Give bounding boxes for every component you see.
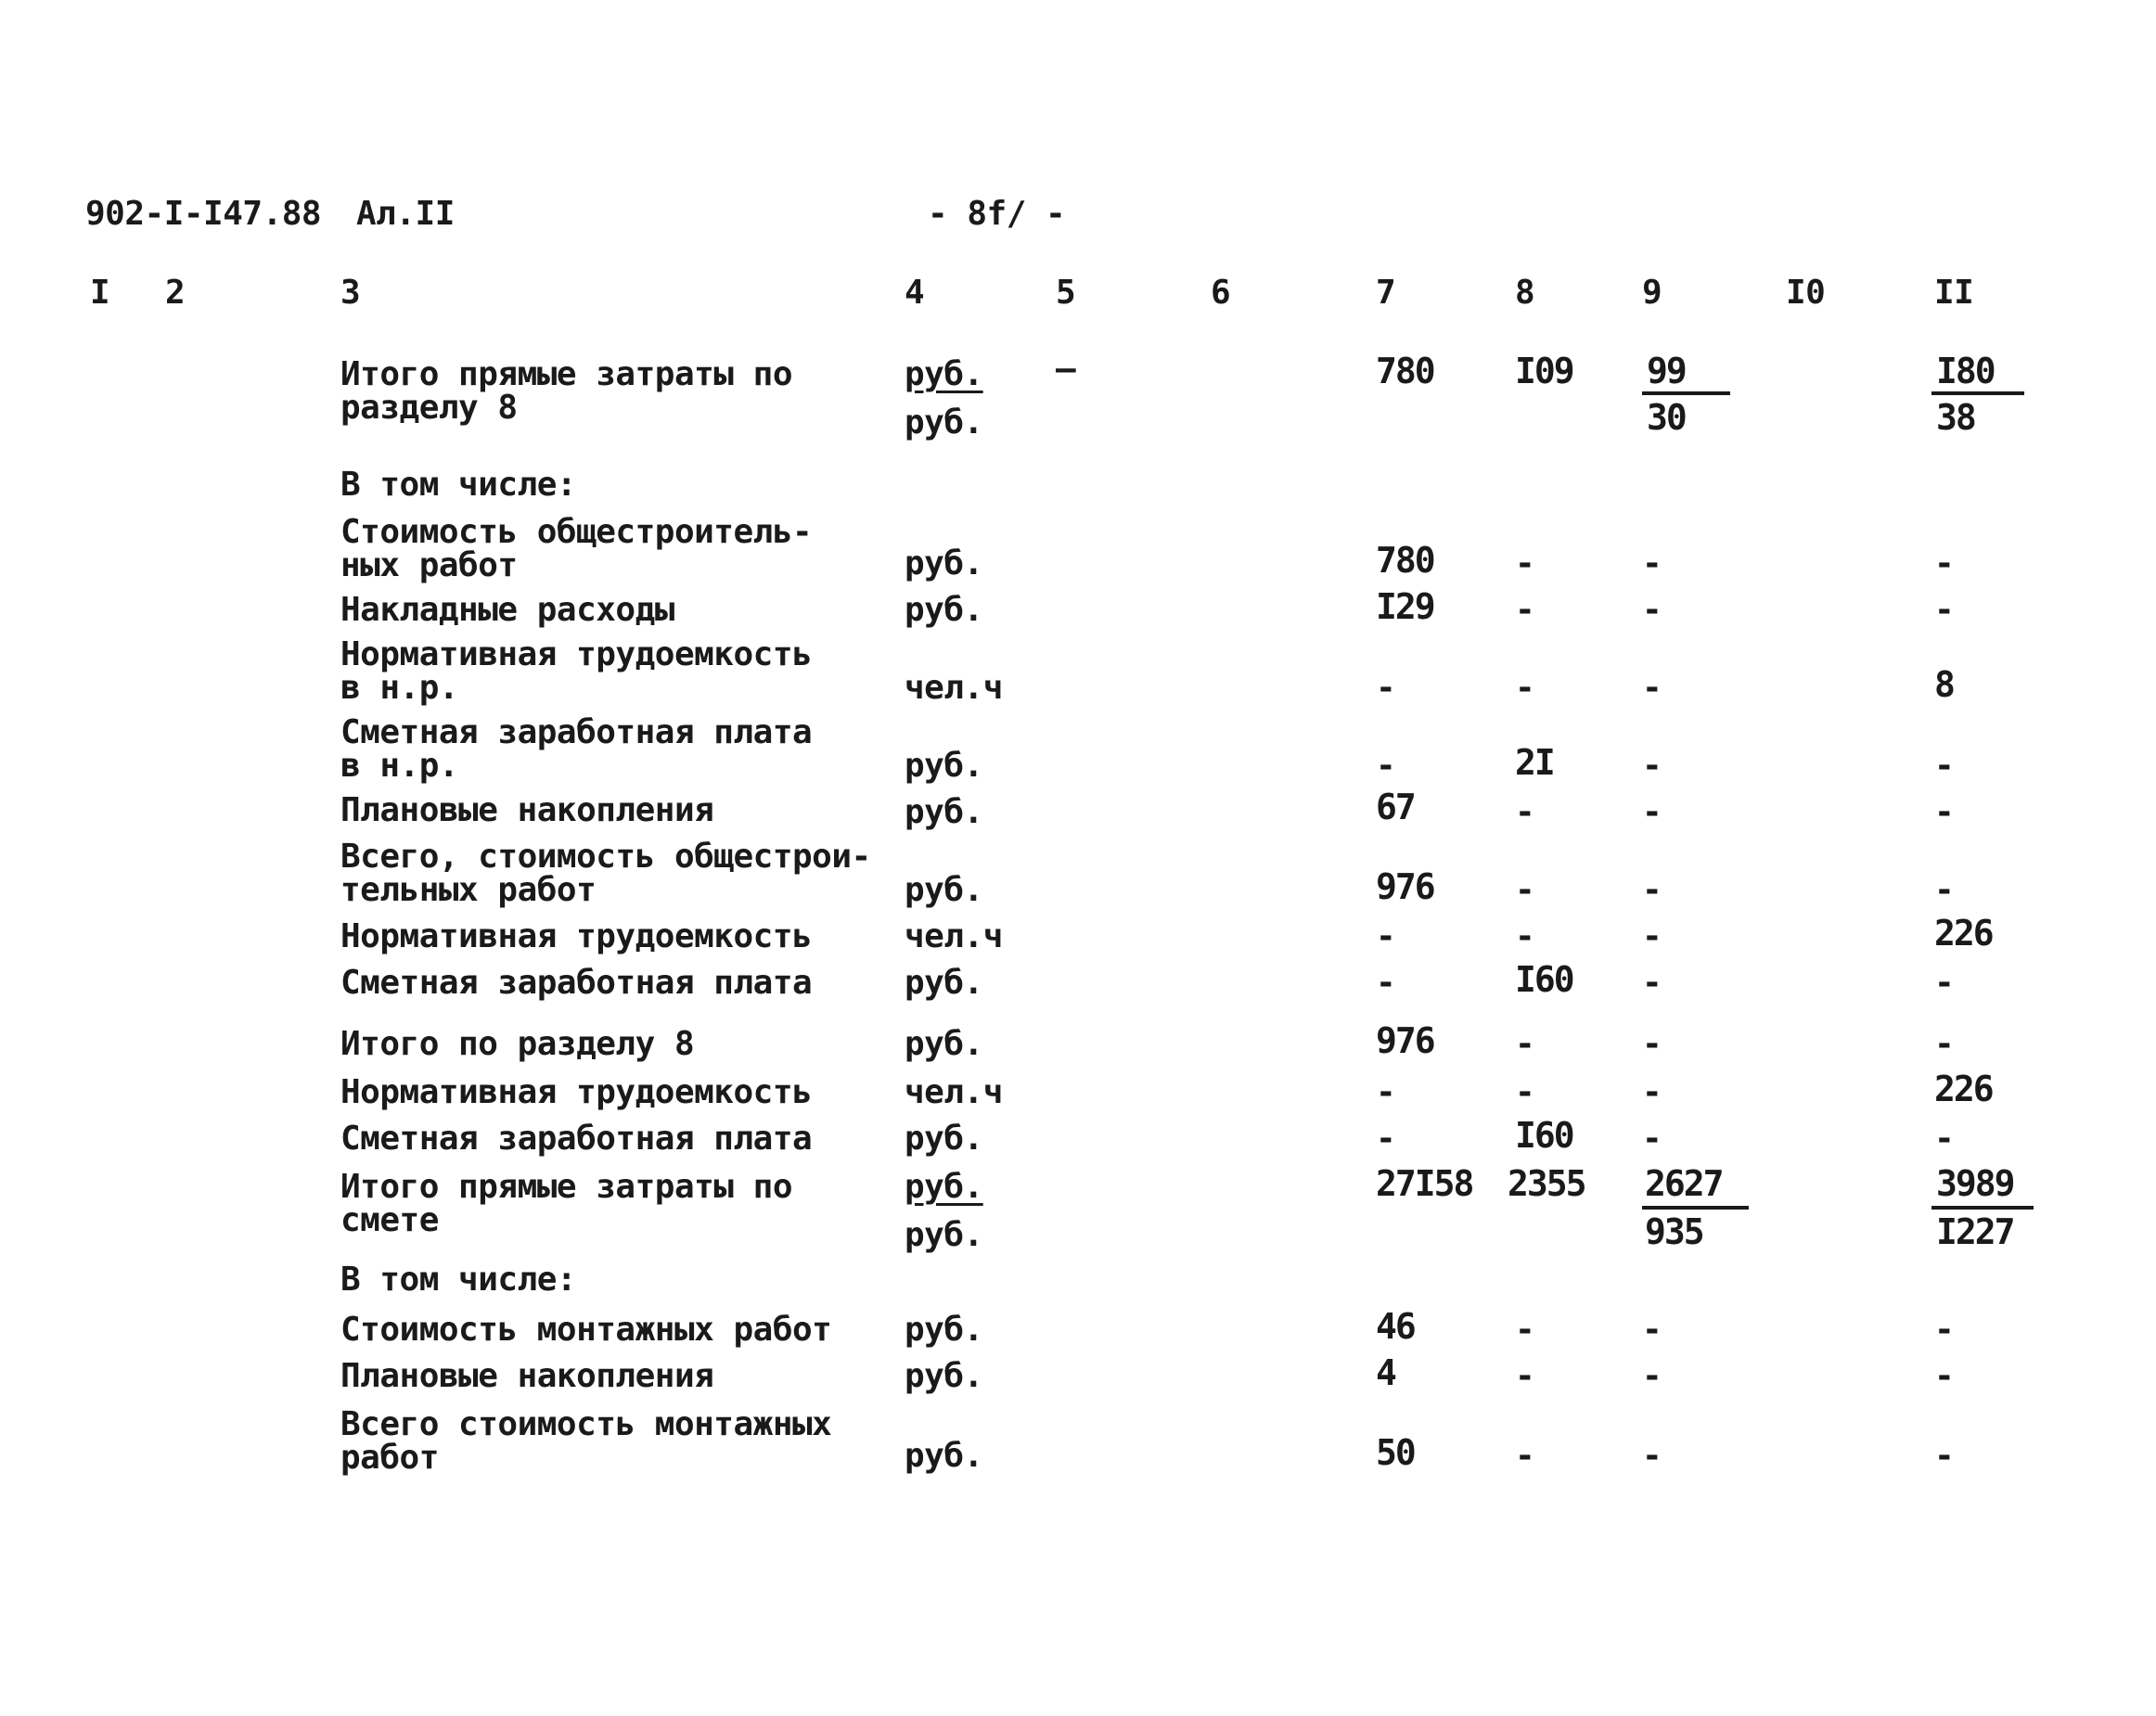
col8-value: - [1515, 1311, 1535, 1349]
row-description: Сметная заработная плата [340, 1120, 813, 1158]
row-unit: руб. [905, 591, 983, 629]
col7-value: 46 [1376, 1306, 1415, 1347]
row-unit: руб. [905, 1311, 983, 1349]
row-unit: руб. [905, 871, 983, 909]
col-header-7: 7 [1376, 274, 1396, 312]
col9-denominator: 935 [1645, 1211, 1703, 1252]
col11-value: - [1934, 964, 1955, 1002]
col8-value: 2I [1515, 742, 1554, 783]
row-description: В том числе: [340, 1261, 577, 1299]
col11-value: - [1934, 871, 1955, 909]
col9-value: - [1642, 871, 1662, 909]
col7-value: I29 [1376, 586, 1434, 627]
col11-denominator: 38 [1936, 397, 1975, 438]
col11-value: 226 [1934, 1069, 1993, 1109]
row-description: Всего стоимость монтажных работ [340, 1405, 832, 1477]
row-description: Итого прямые затраты по разделу 8 [340, 355, 792, 427]
col9-value: - [1642, 917, 1662, 955]
col-header-9: 9 [1642, 274, 1662, 312]
col7-value: 27I58 [1376, 1163, 1473, 1204]
col7-value: 50 [1376, 1432, 1415, 1473]
row-unit-bottom: руб. [905, 403, 983, 442]
col11-fraction-line [1931, 1206, 2034, 1210]
col8-value: - [1515, 871, 1535, 909]
row-description: Плановые накопления [340, 1357, 714, 1395]
col8-value: 2355 [1508, 1163, 1585, 1204]
row-description: Итого прямые затраты по смете [340, 1168, 792, 1239]
col11-fraction-line [1931, 391, 2024, 395]
row-description: Нормативная трудоемкость [340, 1073, 813, 1111]
row-unit: руб. [905, 747, 983, 785]
col8-value: - [1515, 1357, 1535, 1395]
col9-value: - [1642, 1437, 1662, 1475]
row-unit: руб. [905, 1357, 983, 1395]
sheet-label: Ал.II [356, 195, 455, 233]
col9-numerator: 99 [1647, 351, 1686, 391]
col8-value: - [1515, 793, 1535, 831]
row-unit: руб. [905, 1120, 983, 1158]
col9-value: - [1642, 1311, 1662, 1349]
col9-value: - [1642, 747, 1662, 785]
col9-value: - [1642, 591, 1662, 629]
col9-value: - [1642, 964, 1662, 1002]
col7-value: - [1376, 964, 1396, 1002]
col-header-3: 3 [340, 274, 361, 312]
col8-value: - [1515, 917, 1535, 955]
col8-value: - [1515, 1025, 1535, 1063]
row-unit: чел.ч [905, 669, 1003, 707]
col11-value: - [1934, 747, 1955, 785]
col-header-6: 6 [1211, 274, 1231, 312]
col9-value: - [1642, 793, 1662, 831]
col-header-1: I [90, 274, 110, 312]
row-description: Сметная заработная плата в н.р. [340, 713, 813, 785]
col11-value: - [1934, 544, 1955, 583]
row-description: Стоимость общестроитель- ных работ [340, 513, 813, 584]
col8-value: - [1515, 544, 1535, 583]
col9-numerator: 2627 [1645, 1163, 1723, 1204]
col11-value: - [1934, 1311, 1955, 1349]
col8-value: I09 [1515, 351, 1573, 391]
col-header-11: II [1934, 274, 1974, 312]
col-header-2: 2 [165, 274, 186, 312]
row-unit: руб. [905, 964, 983, 1002]
col11-value: - [1934, 1025, 1955, 1063]
col7-value: - [1376, 669, 1396, 707]
col-header-4: 4 [905, 274, 925, 312]
row-description: Нормативная трудоемкость в н.р. [340, 635, 813, 707]
col11-value: - [1934, 793, 1955, 831]
col7-value: - [1376, 1073, 1396, 1111]
col-header-8: 8 [1515, 274, 1535, 312]
col9-value: - [1642, 1025, 1662, 1063]
row-unit-bottom: руб. [905, 1216, 983, 1254]
col11-numerator: 3989 [1936, 1163, 2014, 1204]
row-description: В том числе: [340, 466, 577, 504]
col7-value: - [1376, 747, 1396, 785]
col7-value: 976 [1376, 1020, 1434, 1061]
col8-value: - [1515, 1073, 1535, 1111]
col9-value: - [1642, 1073, 1662, 1111]
col9-value: - [1642, 669, 1662, 707]
row-description: Нормативная трудоемкость [340, 917, 813, 955]
col7-value: 4 [1376, 1352, 1395, 1393]
col11-value: - [1934, 1357, 1955, 1395]
col9-value: - [1642, 1357, 1662, 1395]
col-header-10: I0 [1786, 274, 1826, 312]
col11-value: - [1934, 1437, 1955, 1475]
col11-numerator: I80 [1936, 351, 1995, 391]
col7-value: 976 [1376, 866, 1434, 907]
col11-value: - [1934, 591, 1955, 629]
col11-denominator: I227 [1936, 1211, 2014, 1252]
col8-value: I60 [1515, 959, 1573, 1000]
col9-value: - [1642, 544, 1662, 583]
col11-value: 226 [1934, 913, 1993, 954]
row-unit-top: руб. [905, 355, 983, 393]
row-unit: чел.ч [905, 917, 1003, 955]
row-unit: руб. [905, 544, 983, 583]
col9-fraction-line [1642, 1206, 1749, 1210]
row-unit-top: руб. [905, 1168, 983, 1206]
col8-value: - [1515, 1437, 1535, 1475]
doc-code: 902-I-I47.88 [85, 195, 322, 233]
col7-value: 67 [1376, 787, 1415, 827]
col9-denominator: 30 [1647, 397, 1686, 438]
row-description: Всего, стоимость общестрои- тельных работ [340, 838, 871, 909]
row-unit: руб. [905, 1025, 983, 1063]
page-number: - 8f/ - [928, 195, 1066, 233]
col-header-5: 5 [1056, 274, 1076, 312]
col11-value: - [1934, 1120, 1955, 1158]
col8-value: - [1515, 591, 1535, 629]
col5-value: — [1056, 350, 1076, 388]
col7-value: 780 [1376, 540, 1434, 581]
col8-value: - [1515, 669, 1535, 707]
row-description: Сметная заработная плата [340, 964, 813, 1002]
row-description: Итого по разделу 8 [340, 1025, 695, 1063]
row-unit: руб. [905, 793, 983, 831]
col9-fraction-line [1642, 391, 1730, 395]
row-description: Стоимость монтажных работ [340, 1311, 832, 1349]
col11-value: 8 [1934, 664, 1954, 705]
row-description: Накладные расходы [340, 591, 674, 629]
col8-value: I60 [1515, 1115, 1573, 1156]
row-unit: чел.ч [905, 1073, 1003, 1111]
col7-value: - [1376, 1120, 1396, 1158]
col9-value: - [1642, 1120, 1662, 1158]
row-unit: руб. [905, 1437, 983, 1475]
col7-value: - [1376, 917, 1396, 955]
row-description: Плановые накопления [340, 791, 714, 829]
col7-value: 780 [1376, 351, 1434, 391]
